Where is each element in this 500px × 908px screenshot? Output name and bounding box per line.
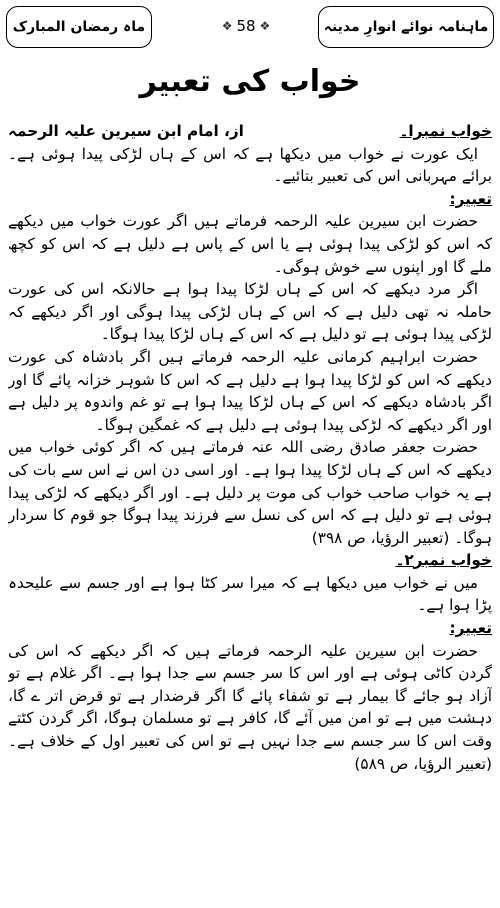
- dream1-heading-row: [8, 120, 492, 143]
- article-body: [8, 120, 492, 902]
- ornament-icon: ❖: [259, 19, 271, 33]
- dream1-paragraph-3: حضرت ابراہیم کرمانی علیہ الرحمہ فرماتے ہیں اگر بادشاہ کی عورت دیکھے کہ اس کو لڑکا پیدا ہوا ہے دلیل ہے کہ اس کا شوہر خزانہ پائے گا اور اگر بادشاہ دیکھے کہ اس کے ہاں لڑکا پیدا ہوا ہے تو غم واندوہ پر دلیل ہے اور اگر دیکھے کہ لڑکی پیدا ہوئی ہے دلیل ہے کہ غمگین ہوگا۔: [8, 347, 492, 434]
- month-box: [6, 6, 152, 48]
- dream1-label: خواب نمبرا۔: [399, 122, 492, 140]
- dream1-tabeer-label: تعبیر:: [449, 189, 492, 208]
- dream2-label: خواب نمبر۲۔: [395, 551, 492, 570]
- page-number-box: [210, 12, 282, 40]
- month-label: ماہ رمضان المبارک: [12, 19, 146, 35]
- dream1-paragraph-2: اگر مرد دیکھے کہ اس کے ہاں لڑکا پیدا ہوا ہے حالانکہ اس کی عورت حاملہ نہ تھی دلیل ہے کہ اس کے ہاں لڑکی پیدا ہوگی اور اگر دیکھے کہ لڑکی پیدا ہوئی ہے تو دلیل ہے کہ اس کے ہاں لڑکا پیدا ہوگا۔: [8, 280, 492, 344]
- article-title: خواب کی تعبیر: [139, 64, 361, 99]
- dream2-paragraph-1: حضرت ابن سیرین علیہ الرحمہ فرماتے ہیں کہ اگر دیکھے کہ اس کی گردن کاٹی ہوئی ہے اور اس کا سر جسم سے جدا ہوا ہے۔ اگر غلام ہے تو آزاد ہو جائے گا بیمار ہے تو شفاء پائے گا اگر قرضدار ہے تو قرض اتر ے گا، دہشت میں ہے تو امن میں آئے گا، کافر ہے تو مسلمان ہوگا، اگر گردن کٹتے وقت اس کا سر جسم سے جدا نہیں ہے تو اس کی تعبیر اول کے خلاف ہے۔ (تعبیر الرؤیا، ص ۵۸۹): [8, 641, 492, 773]
- dream1-paragraph-4: حضرت جعفر صادق رضی اللہ عنہ فرماتے ہیں کہ اگر کوئی خواب میں دیکھے کہ اس کے ہاں لڑکا پیدا ہوا ہے۔ اور اسی دن اس نے اس سے بات کی ہے یہ خواب صاحب خواب کی موت پر دلیل ہے۔ اور اگر دیکھے کہ لڑکی پیدا ہوئی ہے تو دلیل ہے کہ اس کی نسل سے فرزند پیدا ہوگا جو قوم کا سردار ہوگا۔ (تعبیر الرؤیا، ص ۳۹۸): [8, 438, 492, 547]
- dream1-paragraph-1: حضرت ابن سیرین علیہ الرحمہ فرماتے ہیں اگر عورت خواب میں دیکھے کہ اس کو لڑکی پیدا ہوئی ہے یا اس کے پاس ہے دلیل ہے کہ اس کو کچھ ملے گا اور اپنوں سے خوش ہوگی۔: [8, 212, 492, 276]
- byline: از، امام ابن سیرین علیہ الرحمہ: [8, 122, 244, 140]
- magazine-name-box: [318, 6, 494, 48]
- magazine-name: ماہنامہ نوائے انوارِ مدینہ: [323, 19, 489, 35]
- page-number: 58: [236, 17, 256, 35]
- ornament-icon: ❖: [221, 19, 233, 33]
- dream2-question: میں نے خواب میں دیکھا ہے کہ میرا سر کٹا ہوا ہے اور جسم سے علیحدہ پڑا ہوا ہے۔: [8, 573, 492, 615]
- dream2-tabeer-label: تعبیر:: [449, 619, 492, 638]
- dream1-question: ایک عورت نے خواب میں دیکھا ہے کہ اس کے ہاں لڑکی پیدا ہوئی ہے۔ برائے مہربانی اس کی تعبیر بتائیے۔: [8, 144, 492, 186]
